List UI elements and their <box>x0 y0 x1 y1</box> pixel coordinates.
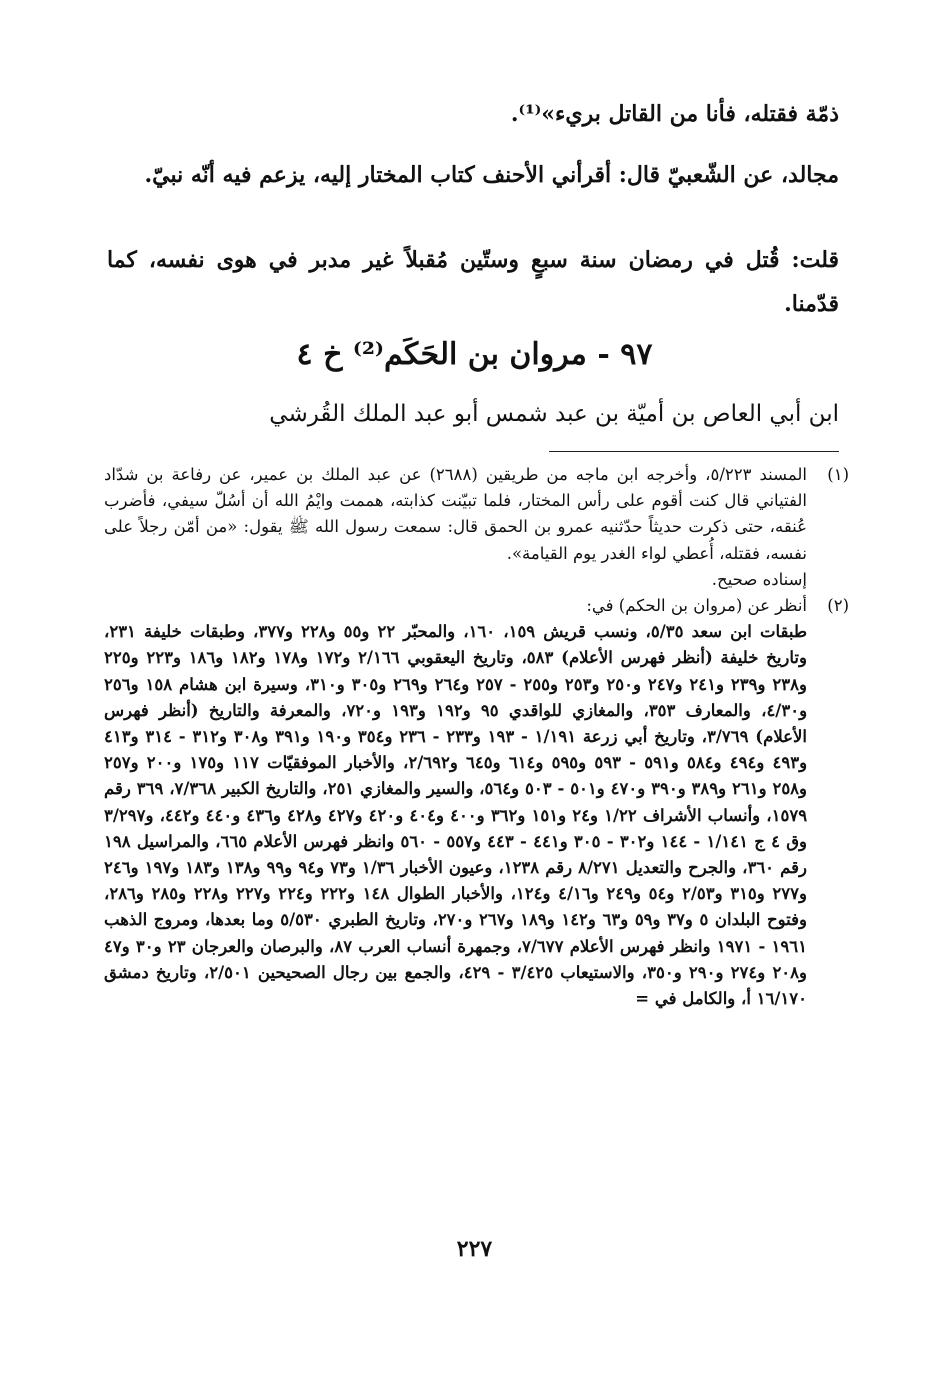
paragraph-continuation: ذمّة فقتله، فأنا من القاتل بريء»⁽¹⁾. <box>510 101 839 127</box>
footnote-1 <box>104 462 849 593</box>
page-number: ٢٢٧ <box>456 1236 493 1262</box>
footnote-text: المسند ٥/٢٢٣، وأخرجه ابن ماجه من طريقين (٢٦٨٨) عن عبد الملك بن عمير، عن رفاعة بن شدّاد الفتياني قال كنت أقوم على رأس المختار، فلما تبيّنت كذابته، هممت وايْمُ الله أن أسُلّ سيفي، فأضرب عُنقه، حتى ذكرت حديثاً حدّثنيه عمرو بن الحمق قال: سمعت رسول الله ﷺ يقول: «من أمّن رجلاً على نفسه، فقتله، أُعطي لواء الغدر يوم القيامة». <box>104 465 807 563</box>
footnotes <box>104 462 849 1012</box>
footnote-sources: طبقات ابن سعد ٥/٣٥، ونسب قريش ١٥٩، ١٦٠، والمحبّر ٢٢ و٥٥ و٢٢٨ و٣٧٧، وطبقات خليفة ٢٣١، وتاريخ خليفة (أنظر فهرس الأعلام) ٥٨٣، وتاريخ اليعقوبي ٢/١٦٦ و١٧٢ و١٧٨ و١٨٢ و١٨٦ و٢٢٣ و٢٢٥ و٢٣٨ و٢٣٩ و٢٤١ و٢٤٧ و٢٥٠ و٢٥٣ و٢٥٥ - ٢٥٧ و٢٦٤ و٢٦٩ و٣٠٥ و٣١٠، وسيرة ابن هشام ١٥٨ و٢٥٦ و٤/٣٠، والمعارف ٣٥٣، والمغازي للواقدي ٩٥ و١٩٢ و١٩٣ و٧٢٠، والمعرفة والتاريخ (أنظر فهرس الأعلام) ٣/٧٦٩، وتاريخ أبي زرعة ١/١٩١ - ١٩٣ و٢٣٣ - ٢٣٦ و٣٥٤ و١٩٠ و٣٩١ و٣٠٨ و٣١٢ - ٣١٤ و٤١٣ و٤٩٣ و٤٩٤ و٥٨٤ و٥٩١ - ٥٩٣ و٥٩٥ و٦١٤ و٦٤٥ و٢/٦٩٢، والأخبار الموفقيّات ١١٧ و١٧٥ و٢٠٠ و٢٥٧ و٢٥٨ و٢٦١ و٣٨٩ و٣٩٠ و٤٧٠ و٥٠١ - ٥٠٣ و٥٦٤، والسير والمغازي ٢٥١، والتاريخ الكبير ٧/٣٦٨، ٣٦٩ رقم ١٥٧٩، وأنساب الأشراف ١/٢٢ و٢٤ و١٥١ و٣٦٢ و٤٠٠ و٤٠٤ و٤٢٠ و٤٢٧ و٤٢٨ و٤٣٦ و٤٤٠ و٤٤٢، و٣/٢٩٧ وق ٤ ج ١/١٤١ - ١٤٤ و٣٠٢ - ٣٠٥ و٤٤١ - ٤٤٣ و٥٥٧ - ٥٦٠ وانظر فهرس الأعلام ٦٦٥، والمراسيل ١٩٨ رقم ٣٦٠، والجرح والتعديل ٨/٢٧١ رقم ١٢٣٨، وعيون الأخبار ١/٣٦ و٧٣ و٩٤ و٩٩ و١٣٨ و١٨٣ و١٩٧ و٢٤٦ و٢٧٧ و٣١٥ و٢/٥٣ و٥٤ و٢٤٩ و٤/١٦ و١٢٤، والأخبار الطوال ١٤٨ و٢٢٢ و٢٢٤ و٢٢٧ و٢٢٨ و٢٨٥ و٢٨٦، وفتوح البلدان ٥ و٣٧ و٥٩ و٦٣ و١٤٢ و١٨٩ و٢٦٧ و٢٧٠، وتاريخ الطبري ٥/٥٣٠ وما بعدها، ومروج الذهب ١٩٦١ - ١٩٧١ وانظر فهرس الأعلام ٧/٦٧٧، وجمهرة أنساب العرب ٨٧، والبرصان والعرجان ٢٣ و٣٠ و٤٧ و٢٠٨ و٢٧٤ و٢٩٠ و٣٥٠، والاستيعاب ٣/٤٢٥ - ٤٢٩، والجمع بين رجال الصحيحين ٢/٥٠١، وتاريخ دمشق ١٦/١٧٠ أ، والكامل في = <box>104 622 808 1009</box>
footnote-2 <box>104 593 849 1012</box>
paragraph-author-comment: قلت: قُتل في رمضان سنة سبعٍ وستّين مُقبلاً غير مدبر في هوى نفسه، كما قدّمنا. <box>107 247 839 317</box>
footnote-number: (٢) <box>827 596 849 616</box>
entry-heading: ٩٧ - مروان بن الحَكَم⁽²⁾ خ ٤ <box>296 337 653 372</box>
entry-lineage: ابن أبي العاص بن أميّة بن عبد شمس أبو عبد الملك القُرشي <box>269 401 839 427</box>
footnote-number: (١) <box>827 465 849 484</box>
footnote-divider <box>549 451 839 452</box>
footnote-note: إسناده صحيح. <box>711 569 807 589</box>
footnote-intro: أنظر عن (مروان بن الحكم) في: <box>586 596 807 616</box>
paragraph-shabi-report: مجالد، عن الشّعبيّ قال: أقرأني الأحنف كتاب المختار إليه، يزعم فيه أنّه نبيّ. <box>144 162 839 188</box>
